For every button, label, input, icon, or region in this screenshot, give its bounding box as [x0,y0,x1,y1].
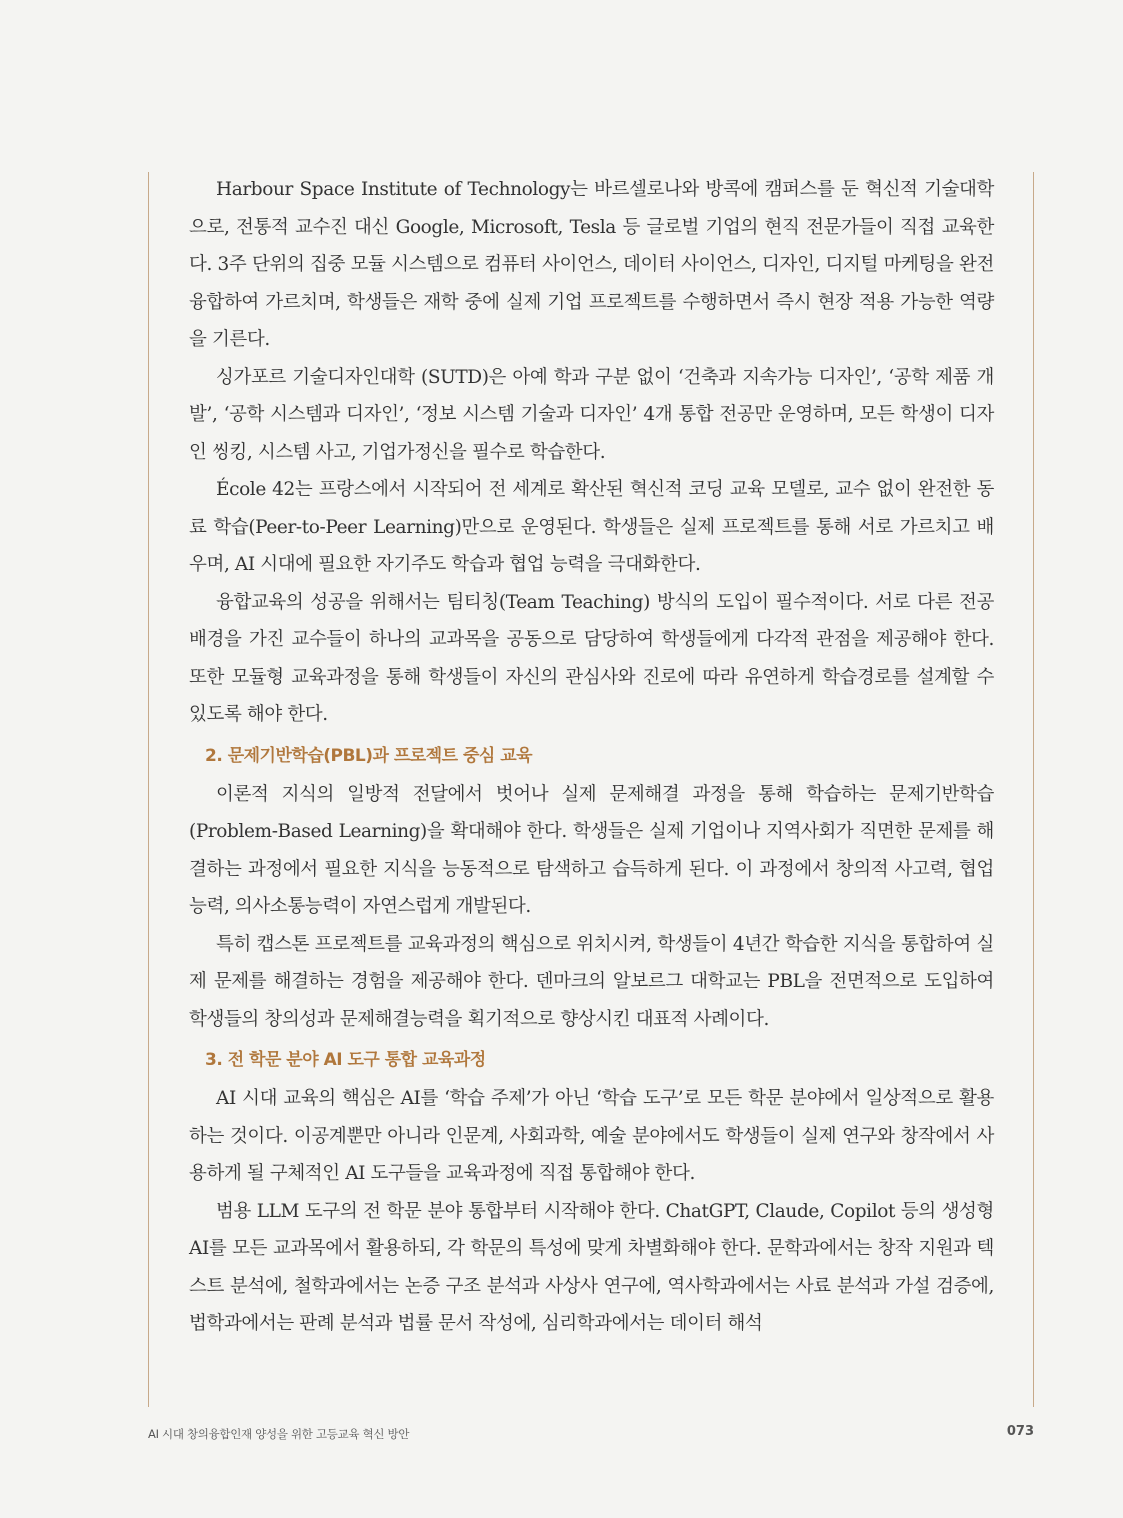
paragraph-sutd: 싱가포르 기술디자인대학 (SUTD)은 아예 학과 구분 없이 ‘건축과 지속가능 디자인’, ‘공학 제품 개발’, ‘공학 시스템과 디자인’, ‘정보 시스템 기술과 디자인’ 4개 통합 전공만 운영하며, 모든 학생이 디자인 씽킹, 시스템 사고, 기업가정신을 필수로 학습한다. [189,366,994,463]
page-number: 073 [1006,1424,1034,1439]
running-footer-title: AI 시대 창의융합인재 양성을 위한 고등교육 혁신 방안 [148,1427,410,1441]
body-text [189,171,994,1343]
paragraph-pbl-intro: 이론적 지식의 일방적 전달에서 벗어나 실제 문제해결 과정을 통해 학습하는 문제기반학습(Problem-Based Learning)을 확대해야 한다. 학생들은 실제 기업이나 지역사회가 직면한 문제를 해결하는 과정에서 필요한 지식을 능동적으로 탐색하고 습득하게 된다. 이 과정에서 창의적 사고력, 협업능력, 의사소통능력이 자연스럽게 개발된다. [189,783,994,917]
paragraph-harbour-space: Harbour Space Institute of Technology는 바르셀로나와 방콕에 캠퍼스를 둔 혁신적 기술대학으로, 전통적 교수진 대신 Google, Microsoft, Tesla 등 글로벌 기업의 현직 전문가들이 직접 교육한다. 3주 단위의 집중 모듈 시스템으로 컴퓨터 사이언스, 데이터 사이언스, 디자인, 디지털 마케팅을 완전 융합하여 가르치며, 학생들은 재학 중에 실제 기업 프로젝트를 수행하면서 즉시 현장 적용 가능한 역량을 기른다. [189,179,994,350]
paragraph-ai-core: AI 시대 교육의 핵심은 AI를 ‘학습 주제’가 아닌 ‘학습 도구’로 모든 학문 분야에서 일상적으로 활용하는 것이다. 이공계뿐만 아니라 인문계, 사회과학, 예술 분야에서도 학생들이 실제 연구와 창작에서 사용하게 될 구체적인 AI 도구들을 교육과정에 직접 통합해야 한다. [189,1088,994,1184]
section-heading-ai-tools: 3. 전 학문 분야 AI 도구 통합 교육과정 [205,1050,486,1070]
left-margin-rule [148,172,149,1407]
section-heading-pbl: 2. 문제기반학습(PBL)과 프로젝트 중심 교육 [205,745,533,766]
paragraph-team-teaching: 융합교육의 성공을 위해서는 팀티칭(Team Teaching) 방식의 도입이 필수적이다. 서로 다른 전공 배경을 가진 교수들이 하나의 교과목을 공동으로 담당하여 학생들에게 다각적 관점을 제공해야 한다. 또한 모듈형 교육과정을 통해 학생들이 자신의 관심사와 진로에 따라 유연하게 학습경로를 설계할 수 있도록 해야 한다. [189,591,994,725]
right-margin-rule [1033,172,1034,1407]
paragraph-llm-integration: 범용 LLM 도구의 전 학문 분야 통합부터 시작해야 한다. ChatGPT, Claude, Copilot 등의 생성형 AI를 모든 교과목에서 활용하되, 각 학문의 특성에 맞게 차별화해야 한다. 문학과에서는 창작 지원과 텍스트 분석에, 철학과에서는 논증 구조 분석과 사상사 연구에, 역사학과에서는 사료 분석과 가설 검증에, 법학과에서는 판례 분석과 법률 문서 작성에, 심리학과에서는 데이터 해석 [189,1200,994,1334]
paragraph-capstone: 특히 캡스톤 프로젝트를 교육과정의 핵심으로 위치시켜, 학생들이 4년간 학습한 지식을 통합하여 실제 문제를 해결하는 경험을 제공해야 한다. 덴마크의 알보르그 대학교는 PBL을 전면적으로 도입하여 학생들의 창의성과 문제해결능력을 획기적으로 향상시킨 대표적 사례이다. [189,933,994,1030]
paragraph-ecole-42: École 42는 프랑스에서 시작되어 전 세계로 확산된 혁신적 코딩 교육 모델로, 교수 없이 완전한 동료 학습(Peer-to-Peer Learning)만으로 운영된다. 학생들은 실제 프로젝트를 통해 서로 가르치고 배우며, AI 시대에 필요한 자기주도 학습과 협업 능력을 극대화한다. [189,479,994,575]
